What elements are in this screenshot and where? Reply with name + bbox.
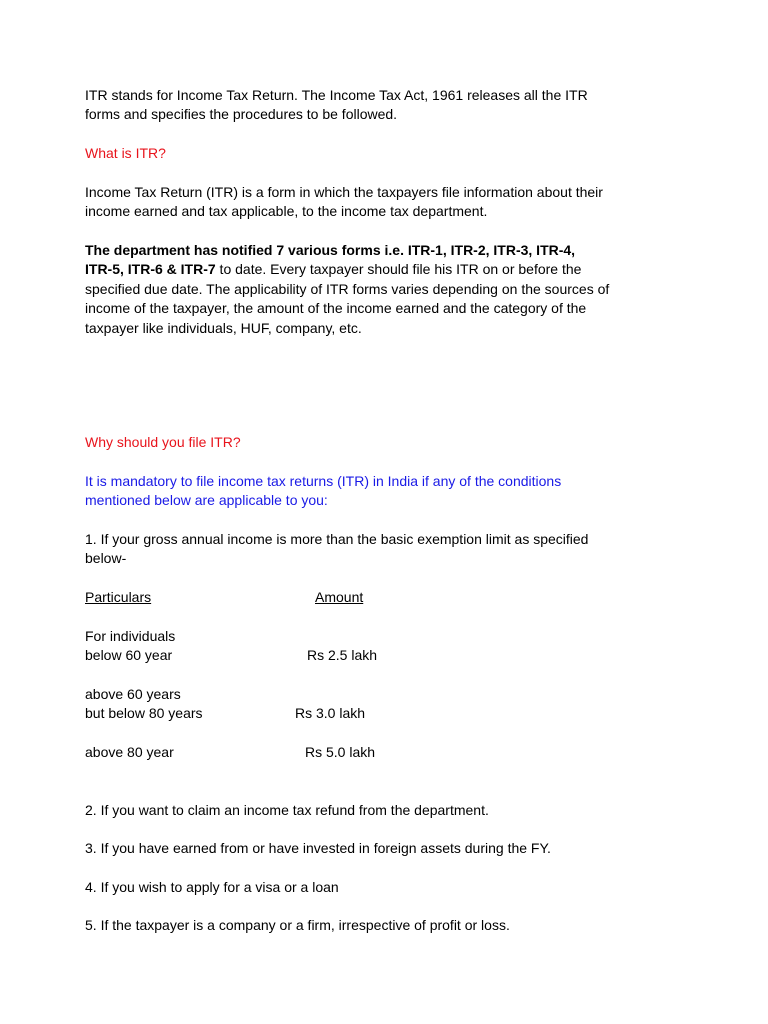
table-cell-amount: Rs 5.0 lakh xyxy=(305,744,376,760)
table-cell-label: below 60 year xyxy=(85,647,173,663)
forms-bold-line: The department has notified 7 various forms i.e. ITR-1, ITR-2, ITR-3, ITR-4, xyxy=(85,242,576,258)
heading-why-file-itr: Why should you file ITR? xyxy=(85,434,241,450)
definition-paragraph xyxy=(85,183,630,222)
table-cell-amount: Rs 3.0 lakh xyxy=(295,705,366,721)
condition-3: 3. If you have earned from or have invested in foreign assets during the FY. xyxy=(85,840,551,856)
intro-paragraph xyxy=(85,86,630,125)
forms-text: to date. Every taxpayer should file his ITR on or before the xyxy=(215,261,582,278)
table-cell-label: For individuals xyxy=(85,628,176,644)
table-row xyxy=(0,627,768,647)
heading-what-is-itr: What is ITR? xyxy=(85,145,166,161)
mandatory-line: mentioned below are applicable to you: xyxy=(85,492,328,509)
forms-line: taxpayer like individuals, HUF, company, etc. xyxy=(85,319,362,336)
definition-line: income earned and tax applicable, to the income tax department. xyxy=(85,203,488,220)
table-row xyxy=(0,704,768,724)
table-header-row xyxy=(0,588,768,608)
table-row xyxy=(0,743,768,763)
condition-1 xyxy=(85,530,630,569)
table-row xyxy=(0,646,768,666)
condition-2: 2. If you want to claim an income tax refund from the department. xyxy=(85,802,489,818)
table-cell-label: but below 80 years xyxy=(85,705,203,721)
condition-5: 5. If the taxpayer is a company or a firm, irrespective of profit or loss. xyxy=(85,917,510,933)
table-cell-amount: Rs 2.5 lakh xyxy=(307,647,378,663)
forms-line: income of the taxpayer, the amount of the income earned and the category of the xyxy=(85,300,587,317)
condition-line: below- xyxy=(85,550,127,567)
condition-line: 1. If your gross annual income is more than the basic exemption limit as specified xyxy=(85,531,589,547)
table-row xyxy=(0,685,768,705)
mandatory-paragraph xyxy=(85,472,630,511)
condition-4: 4. If you wish to apply for a visa or a loan xyxy=(85,879,339,895)
intro-line: forms and specifies the procedures to be followed. xyxy=(85,106,398,123)
table-cell-label: above 80 year xyxy=(85,744,174,760)
forms-paragraph xyxy=(85,241,630,338)
mandatory-line: It is mandatory to file income tax returns (ITR) in India if any of the conditions xyxy=(85,473,562,489)
forms-line: specified due date. The applicability of ITR forms varies depending on the sources of xyxy=(85,280,610,297)
forms-bold-text: ITR-5, ITR-6 & ITR-7 xyxy=(85,261,216,278)
definition-line: Income Tax Return (ITR) is a form in which the taxpayers file information about their xyxy=(85,184,603,200)
table-header-amount: Amount xyxy=(315,589,364,605)
intro-line: ITR stands for Income Tax Return. The Income Tax Act, 1961 releases all the ITR xyxy=(85,87,588,103)
table-cell-label: above 60 years xyxy=(85,686,181,702)
table-header-particulars: Particulars xyxy=(85,589,152,605)
